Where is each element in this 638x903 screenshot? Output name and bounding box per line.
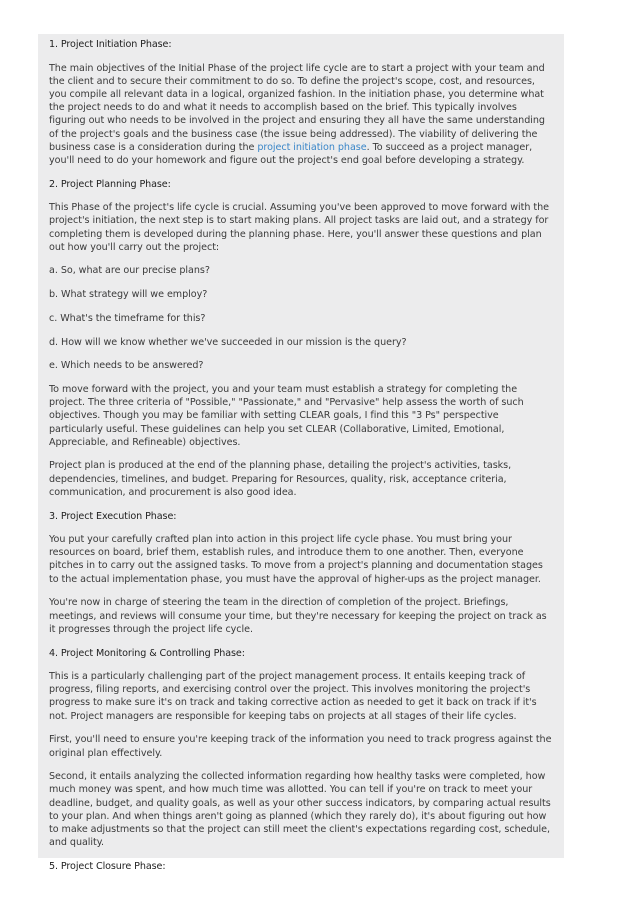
paragraph-text: This is a particularly challenging part of the project management process. It entails keeping track of progress, filing reports, and exercising control over the project. This involves monitoring the project's progress to make sure it's on track and taking corrective action as needed to get it back on track if it's not. Project managers are responsible for keeping tabs on projects at all stages of their life cycles.: [49, 671, 537, 722]
paragraph: [49, 359, 553, 372]
paragraph-text: b. What strategy will we employ?: [49, 289, 208, 301]
paragraph-text: . To succeed as a project manager, you'll need to do your homework and figure out the project's end goal before developing a strategy.: [49, 141, 533, 166]
paragraph: [49, 670, 553, 723]
paragraph-text: Second, it entails analyzing the collected information regarding how healthy tasks were completed, how much money was spent, and how much time was allotted. You can tell if you're on track to meet your deadline, budget, and quality goals, as well as your other success indicators, by comparing actual results to your plan. And when things aren't going as planned (which they rarely do), it's about figuring out how to make adjustments so that the project can still meet the client's expectations regarding cost, schedule, and quality.: [49, 771, 551, 849]
paragraph-text: You put your carefully crafted plan into action in this project life cycle phase. You must bring your resources on board, brief them, establish rules, and introduce them to one another. Then, everyone pitches in to carry out the assigned tasks. To move from a project's planning and documentation stages to the actual implementation phase, you must have the approval of higher-ups as the project manager.: [49, 534, 543, 585]
paragraph-text: d. How will we know whether we've succeeded in our mission is the query?: [49, 336, 407, 348]
section-heading: 3. Project Execution Phase:: [49, 510, 177, 522]
section-heading: 5. Project Closure Phase:: [49, 860, 166, 872]
paragraph-text: First, you'll need to ensure you're keeping track of the information you need to track progress against the original plan effectively.: [49, 734, 552, 759]
paragraph: [49, 312, 553, 325]
section-heading: 2. Project Planning Phase:: [49, 178, 171, 190]
paragraph: [49, 459, 553, 499]
paragraph: [49, 770, 553, 849]
section-heading: 1. Project Initiation Phase:: [49, 39, 172, 50]
section-heading: 4. Project Monitoring & Controlling Phase:: [49, 647, 245, 659]
paragraph-text: The main objectives of the Initial Phase of the project life cycle are to start a project with your team and the client and to secure their commitment to do so. To define the project's scope, cost, and resources, you compile all relevant data in a logical, organized fashion. In the initiation phase, you determine what the project needs to do and what it needs to accomplish based on the brief. This typically involves figuring out who needs to be involved in the project and ensuring they all have the same understanding of the project's goals and the business case (the issue being addressed). The viability of delivering the business case is a consideration during the: [49, 62, 545, 153]
paragraph-text: You're now in charge of steering the team in the direction of completion of the project. Briefings, meetings, and reviews will consume your time, but they're necessary for keeping the project on track as it progresses through the project life cycle.: [49, 597, 547, 635]
paragraph: [49, 201, 553, 254]
paragraph-text: e. Which needs to be answered?: [49, 360, 204, 372]
document-body: [38, 34, 564, 872]
paragraph-text: Project plan is produced at the end of the planning phase, detailing the project's activities, tasks, dependencies, timelines, and budget. Preparing for Resources, quality, risk, acceptance criteria, communication, and procurement is also good idea.: [49, 460, 512, 498]
paragraph: [49, 62, 553, 168]
paragraph: [49, 264, 553, 277]
paragraph-text: c. What's the timeframe for this?: [49, 312, 206, 324]
paragraph: [49, 383, 553, 449]
paragraph-text: To move forward with the project, you and your team must establish a strategy for completing the project. The three criteria of "Possible," "Passionate," and "Pervasive" help assess the worth of such objectives. Though you may be familiar with setting CLEAR goals, I find this "3 Ps" perspective particularly useful. These guidelines can help you set CLEAR (Collaborative, Limited, Emotional, Appreciable, and Refineable) objectives.: [49, 383, 524, 448]
paragraph: [49, 596, 553, 636]
paragraph-text: a. So, what are our precise plans?: [49, 265, 210, 277]
paragraph: [49, 533, 553, 586]
paragraph: [49, 733, 553, 759]
paragraph: [49, 288, 553, 301]
project-initiation-phase-link[interactable]: project initiation phase: [257, 141, 367, 153]
paragraph: [49, 336, 553, 349]
paragraph-text: This Phase of the project's life cycle is crucial. Assuming you've been approved to move forward with the project's initiation, the next step is to start making plans. All project tasks are laid out, and a strategy for completing them is developed during the planning phase. Here, you'll answer these questions and plan out how you'll carry out the project:: [49, 202, 549, 253]
